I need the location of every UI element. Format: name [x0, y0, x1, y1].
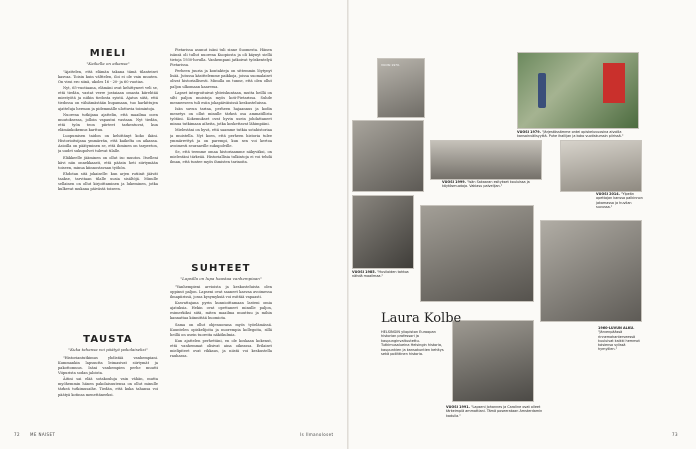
person-bio: HELSINGIN yliopiston Euroopan historian professori ja kaupunginvaltuutettu. Tutkimusalueina Helsingin historia, kaupunkien ja kansakuntien kehitys sekä poliittinen historia. [381, 330, 444, 357]
caption-1999: VUOSI 1999. "Isän Sakaaran esitykset kouluissa ja käytösmuotoja. Vakiasu palvelijan." [442, 180, 530, 189]
body-paragraph: Ehdotan sitä jokaiselle: kun arjen rutiinit jäävät taakse, tarvitaan tilalle uusia sisältöjä. Minulle sellainen on ollut kirjoittaminen ja lukeminen, jotka kulkevat mukana päivästä toiseen. [58, 171, 158, 191]
left-column [58, 48, 158, 428]
section-subtitle-suhteet: "Lapsilla on lupa haastaa vanhempiaan" [180, 276, 262, 281]
body-paragraph: Mielestäni on hyvä, että saamme tutkia sotahistoriaa ja muistella. Nyt koen, että perheen historia tulee ymmärrettyä ja on parempi, kun sen voi kertoa avoimesti seuraaville sukupolville. [170, 128, 272, 148]
body-paragraph: Perheen juuria ja kontakteja on sittemmin löytynyt lisää. Jutussa käsittelemme paikkoja, joissa suomalaiset olivat historiallisesti. Minulla on tunne, että olen ollut paljon ulkomaan kaaressa. [170, 69, 272, 89]
caption-2014: VUOSI 2014. "Ylpeän opettajan kanssa palkinnon jakamassa ja huvilan suvussa." [596, 192, 643, 209]
body-paragraph: Eläkkeelle jääminen on ollut iso muutos. Itselleni kävi niin onnekkaasti, että pääsin heti siirtymään toiseen, minua kiinnostavaan työhön. [58, 155, 158, 170]
body-paragraph: Kasvattajana pyrin kunnioittamaan lasteni omia ajatuksia. Hekin ovat opettaneet minulle paljon, esimerkiksi siitä, miten maailma muuttuu ja mihin kannattaa kiinnittää huomiota. [170, 301, 272, 321]
tausta-body [58, 356, 158, 398]
figure-shape [538, 73, 546, 108]
body-paragraph: Sama on ollut ohjenuorana myös työelämässä. Kuuntelen opiskelijoita ja nuorempia kollegoita, sillä heillä on usein tuoreita näkökulmia. [170, 322, 272, 337]
section-subtitle-tausta: "Kuka tahansa voi päätyä pakolaiseksi" [68, 347, 148, 352]
body-paragraph: "Ajattelen, että elämän takana tämä tilanteiset kasvaa. Toisin kuin välttelen, iloi ei ole vain muuten. On vissi ero siinä, ukoles 16 - 20- ja 60 vuotias. [58, 70, 158, 85]
body-paragraph: Lapset integroituivat yhteiskuntaan, mutta heillä on silti paljon muistoja myös koti-Pietarissa. Suhde menneeseen tuli esiin jokapäiväisissä keskusteluissa. [170, 90, 272, 105]
caption-1985: VUOSI 1985. "Huviloiden tahtoa nähdä maailmaa." [352, 270, 409, 279]
body-paragraph: Isän suvun tarina, perheen hajaannus ja kodin menetys on ollut minulle tärkeä osa ammatillista työtäni. Kokemukset ovat hyvin usein johdattaneet minua tutkimaan aiheita, jotka koskettavat lähimpiäni. [170, 107, 272, 127]
mieli-body [58, 70, 158, 320]
body-paragraph: Nuorena tutkijana ajattelin, että maailma ooen muutoksessa, jolloin vapautui vastaan. Nyt tiedän, että työn teon piirteet tarkentuvat, kun elämänkokemus karttuu. [58, 112, 158, 132]
caption-1979: VUOSI 1979. "Järjestössämme ontei opiskeluvuosina aivoilla kansainvälisyyttä. Puhe ihailijan ja koko vuotiskurssin piirissä." [517, 130, 624, 139]
photo-1960s [540, 220, 642, 322]
photo-1999 [430, 140, 542, 180]
photo-2014 [560, 140, 642, 192]
photo-label: VUOSI 1970. [381, 63, 400, 67]
section-heading-suhteet: SUHTEET [191, 263, 251, 274]
page-gutter [347, 0, 349, 449]
caption-1960s: 1960-LUVUN ALKU. "Järvenpäässä rinnemahanterveessä kuuluivat kaikki hemmot toisiensa sylissä hymyillen." [598, 326, 640, 352]
page-number-left: 72 [14, 432, 20, 437]
section-heading-tausta: TAUSTA [83, 334, 133, 345]
photo-1970 [377, 58, 425, 118]
body-paragraph: Kun ajattelen perhettäni, en ole koskaan kokenut, että vanhemmat olisivat aina oikeassa. Erilaiset mielipiteet ovat rikkaus, ja niistä voi keskustella rauhassa. [170, 339, 272, 359]
body-paragraph: Äitini sai elää sotakouluja vain vähän, mutta myöhemmin hänen pakolaisuutensa on ollut minulle tärkeä tutkimusaihe. Tiedän, että kuka tahansa voi päätyä kotinsa menettäneeksi. [58, 377, 158, 397]
magazine-name-left: ME NAISET [30, 432, 56, 437]
body-paragraph: Nyt, 65-vuotiaana, elämäni ovat kehittyneet veli se, että tiedän, vastat verre jostaiaan omasta kiirehtää miestyötä ja niihin tiedosta syistä. Ajatus siitä, että tiedossa on vähiämästään hupamaan, tuo harkittujen ajatteluja hermon ja pidemmälle ulottuvia toimintoja. [58, 86, 158, 111]
section-heading-mieli: MIELI [89, 48, 127, 59]
body-paragraph: Luopumisen taidon on kehittänyt koko ikäni. Historioitsijana ymmärrän, että kaikelta on aikansa. Asioilla on päätyminen se, että ihminen on tarpeeton, ja uudet sukupolvet tulevat tilalle. [58, 134, 158, 154]
photo-1970-group [352, 120, 424, 192]
middle-column [170, 48, 272, 428]
person-name: Laura Kolbe [381, 311, 462, 326]
photo-family [420, 205, 534, 302]
photo-1991 [452, 320, 534, 402]
photo-1985 [352, 195, 414, 269]
red-door [603, 63, 625, 103]
body-paragraph: Pietarissa asunut isäni tuli sinne Suomesta. Hänen isänsä oli tullut nuorena Kuopiosta ja oli käynyt siellä tietoja 1930-luvulla. Vanhempani jatkoivat työskentelyä Pietarissa. [170, 48, 272, 68]
photo-1979 [517, 52, 639, 129]
caption-1991: VUOSI 1991. "Lapseni Johannes ja Caroline ovat olleet tärkeimpiä ammattiani. Tämä poseerataan Amsterdamin kadulla." [446, 405, 543, 418]
middle-body-1 [170, 48, 272, 253]
magazine-name-right: Is Ilmanoloset [300, 432, 334, 437]
body-paragraph: Se, että teemme omaa historiaamme näkyväksi, on mielestäni tärkeää. Historiallisia tulkintoja ei voi tehdä ilman, että tuntee myös ihmisten tarinoita. [170, 149, 272, 164]
section-subtitle-mieli: "Kaikella on aikansa" [86, 61, 130, 66]
middle-body-2 [170, 285, 272, 359]
body-paragraph: "Historiantutkimus yhdistää vanhempiani. Kummankin lapsuutta leimasivat siirtymät ja pakottomuus. Isäni vanhempien perhe muutti Viipurista sodan jaloista. [58, 356, 158, 376]
page-number-right: 73 [672, 432, 678, 437]
body-paragraph: "Vanhempieni arvioista ja keskusteluista olen oppinut paljon. Lapseni ovat saaneet kasvaa avoimessa ilmapiirissä, jossa kysymyksiä voi esittää vapaasti. [170, 285, 272, 300]
